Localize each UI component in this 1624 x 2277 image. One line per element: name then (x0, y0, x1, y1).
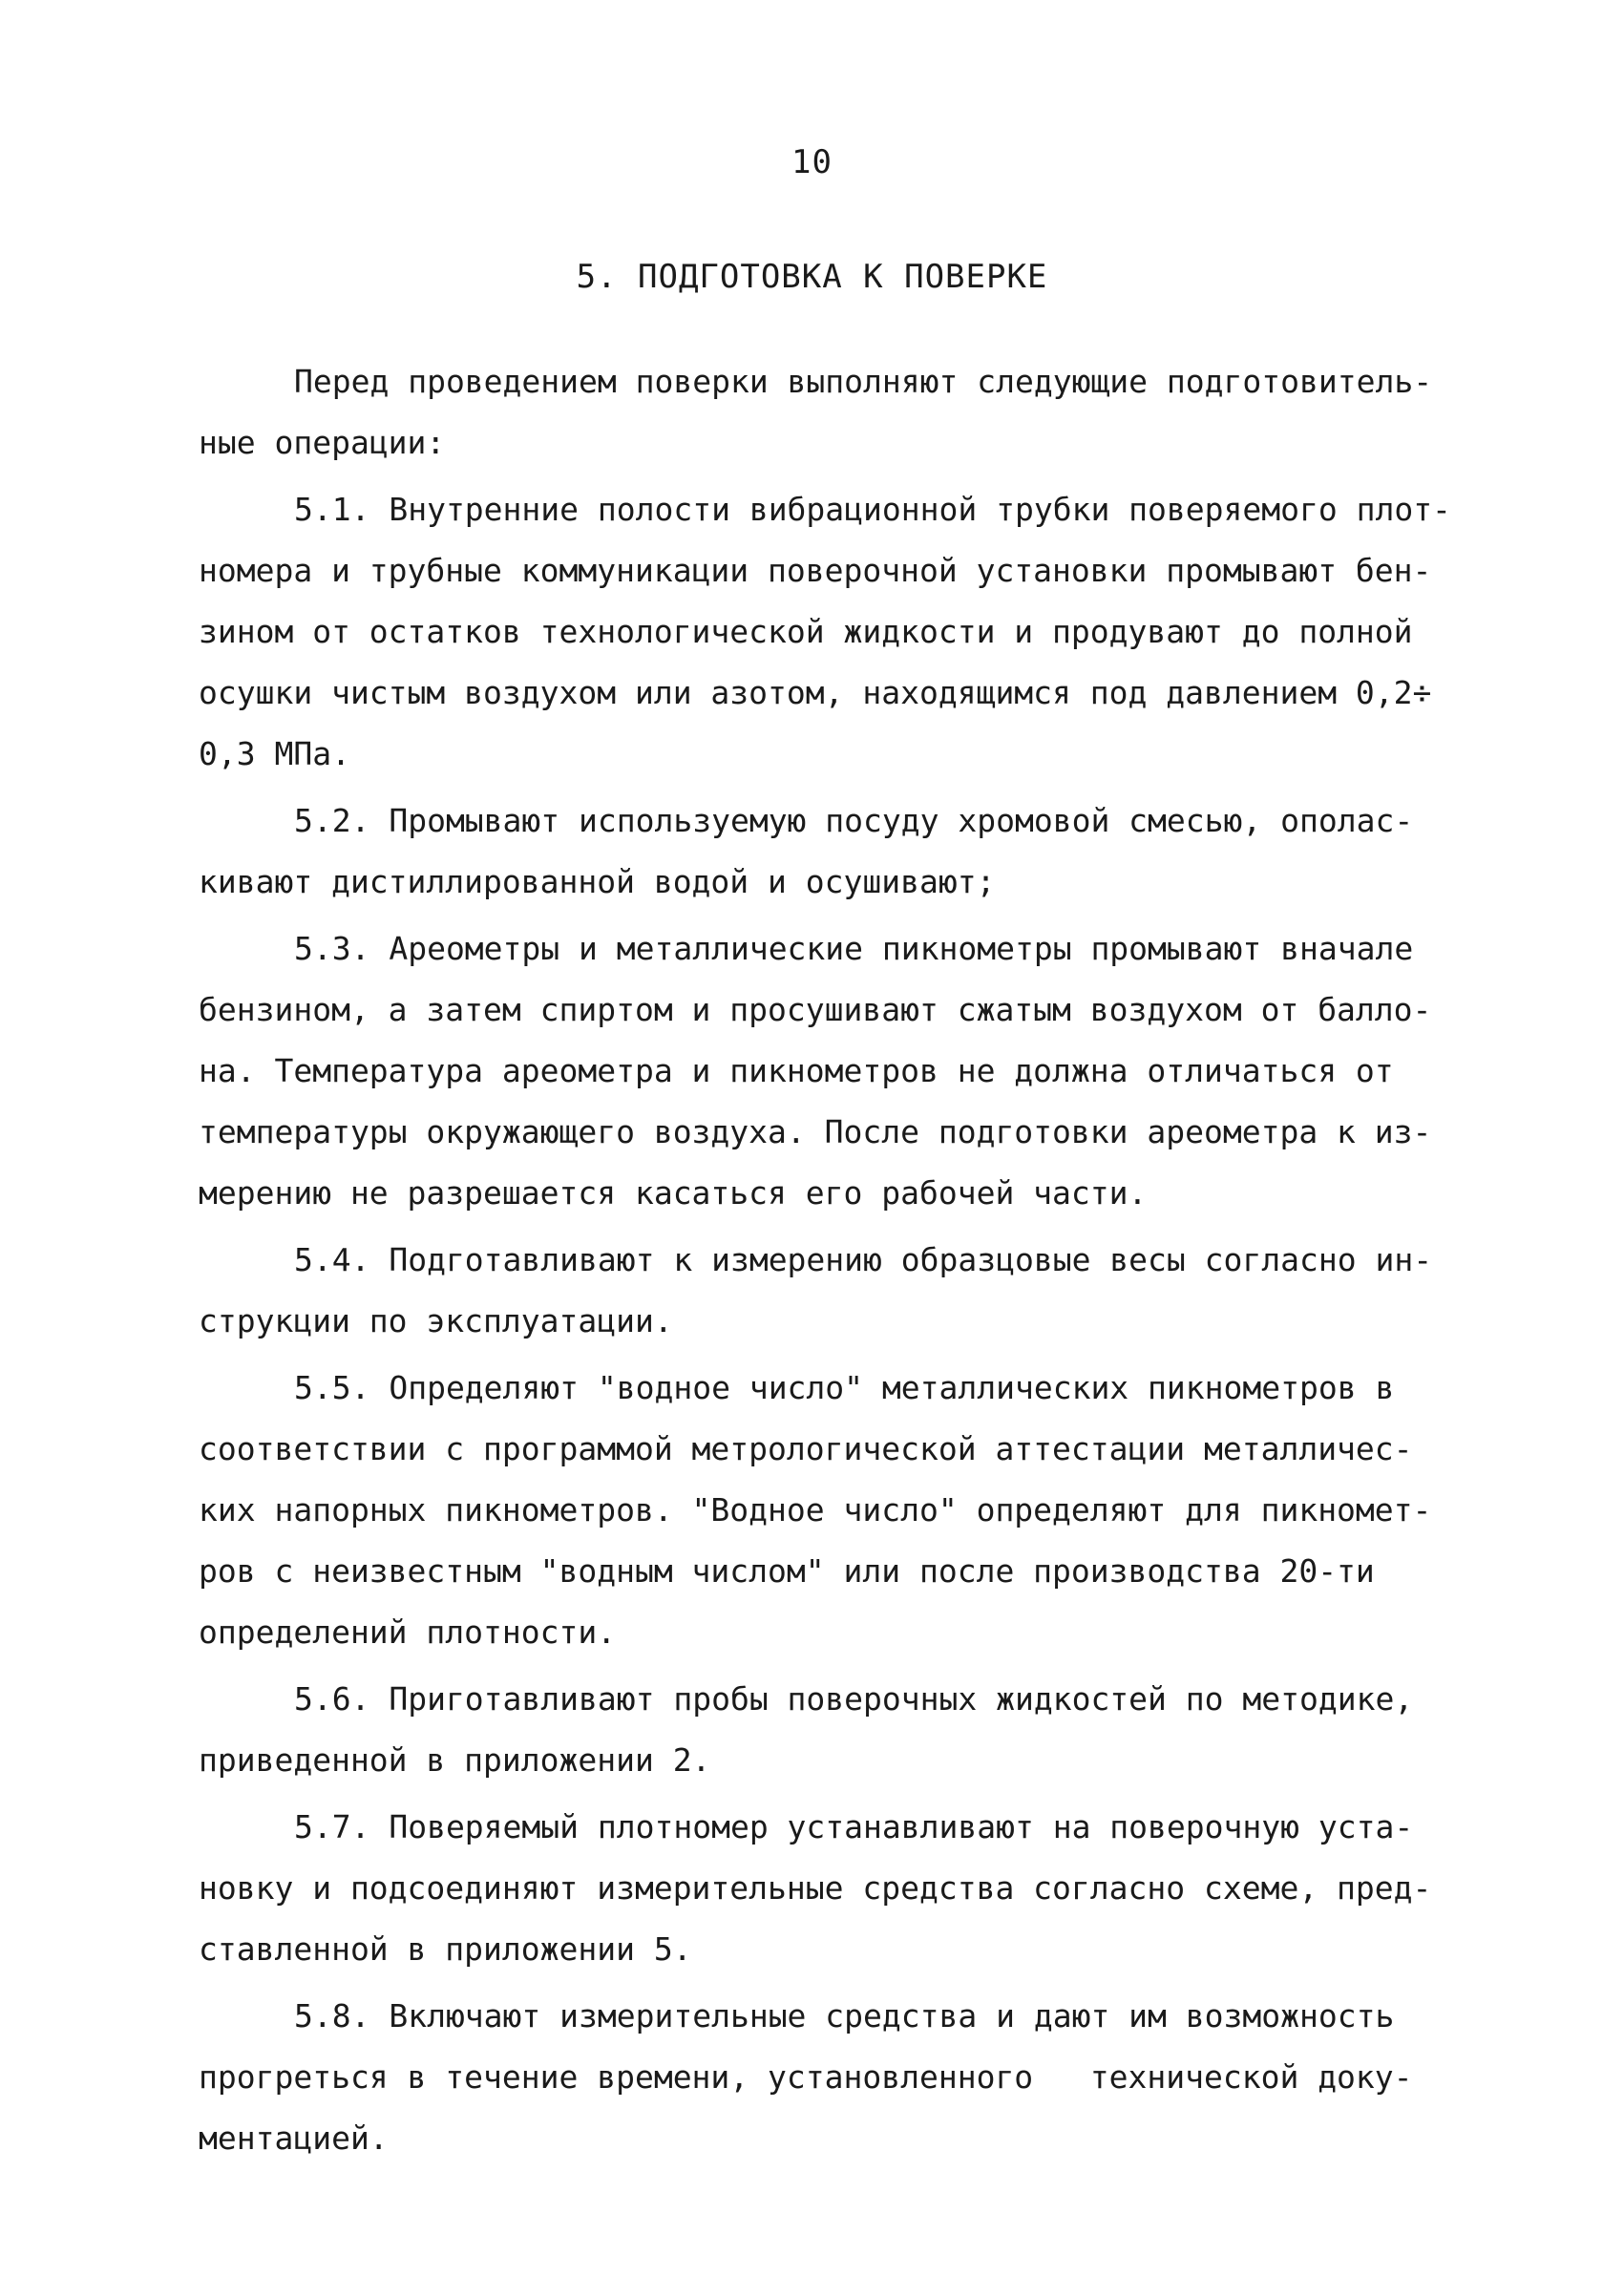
text-line: мерению не разрешается касаться его рабочей части. (199, 1174, 1148, 1212)
page-number: 10 (791, 143, 833, 181)
text-line: соответствии с программой метрологической аттестации металличес- (199, 1430, 1413, 1467)
text-line: ментацией. (199, 2119, 389, 2157)
text-line: 5.6. Приготавливают пробы поверочных жидкостей по методике, (294, 1680, 1414, 1718)
text-line: 5.4. Подготавливают к измерению образцовые весы согласно ин- (294, 1241, 1433, 1278)
text-line: бензином, а затем спиртом и просушивают сжатым воздухом от балло- (199, 991, 1432, 1028)
text-line: осушки чистым воздухом или азотом, находящимся под давлением 0,2÷ (199, 674, 1432, 711)
text-line: 5.7. Поверяемый плотномер устанавливают на поверочную уста- (294, 1808, 1414, 1845)
text-line: прогреться в течение времени, установленного технической доку- (199, 2058, 1413, 2096)
text-line: Перед проведением поверки выполняют следующие подготовитель- (294, 363, 1433, 400)
text-line: кивают дистиллированной водой и осушивают; (199, 863, 996, 900)
text-line: ставленной в приложении 5. (199, 1930, 692, 1968)
text-line: 5.1. Внутренние полости вибрационной трубки поверяемого плот- (294, 491, 1451, 528)
text-line: 5.2. Промывают используемую посуду хромовой смесью, ополас- (294, 802, 1414, 839)
text-line: 5.5. Определяют "водное число" металлических пикнометров в (294, 1369, 1395, 1406)
text-line: ров с неизвестным "водным числом" или после производства 20-ти (199, 1552, 1375, 1590)
text-line: 5.8. Включают измерительные средства и дают им возможность (294, 1997, 1395, 2035)
section-title: 5. ПОДГОТОВКА К ПОВЕРКЕ (576, 258, 1048, 296)
text-line: зином от остатков технологической жидкости и продувают до полной (199, 613, 1413, 650)
text-line: номера и трубные коммуникации поверочной установки промывают бен- (199, 552, 1432, 589)
text-line: определений плотности. (199, 1613, 617, 1651)
text-line: ные операции: (199, 424, 446, 461)
text-line: приведенной в приложении 2. (199, 1741, 711, 1779)
text-line: струкции по эксплуатации. (199, 1302, 673, 1339)
text-line: ких напорных пикнометров. "Водное число" определяют для пикномет- (199, 1491, 1432, 1529)
text-line: 0,3 МПа. (199, 735, 350, 772)
document-body (199, 351, 1468, 2169)
text-line: на. Температура ареометра и пикнометров не должна отличаться от (199, 1052, 1394, 1089)
text-line: новку и подсоединяют измерительные средства согласно схеме, пред- (199, 1869, 1432, 1907)
text-line: температуры окружающего воздуха. После подготовки ареометра к из- (199, 1113, 1432, 1150)
text-line: 5.3. Ареометры и металлические пикнометры промывают вначале (294, 930, 1414, 967)
